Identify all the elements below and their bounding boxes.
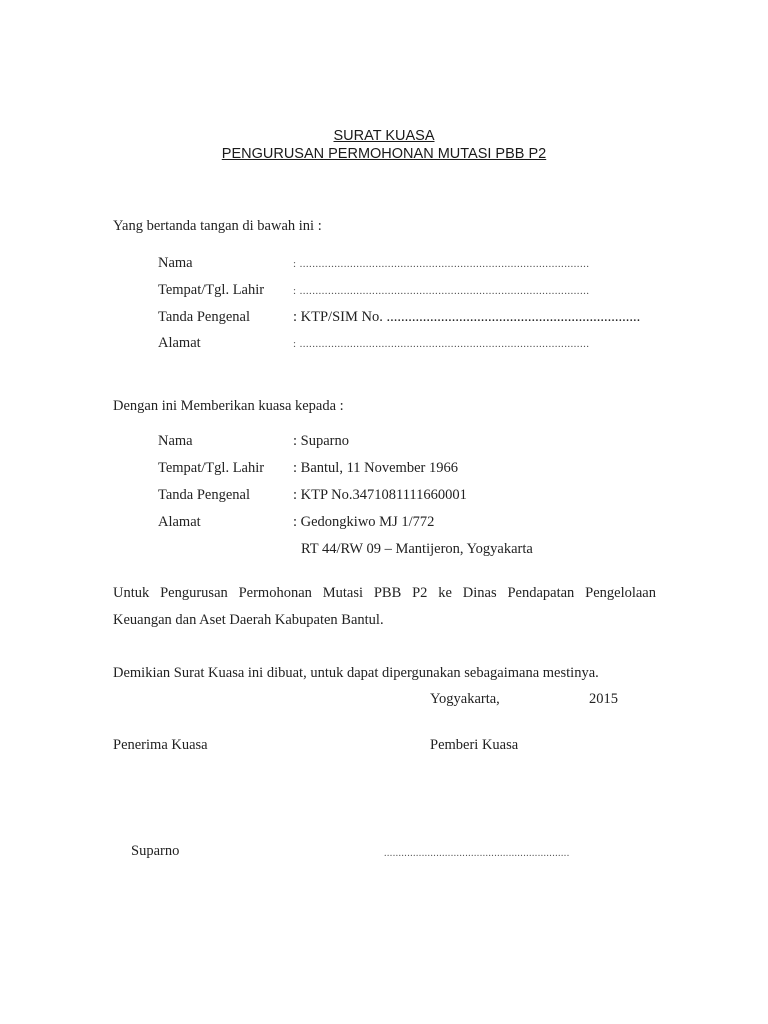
- grantor-intro: Yang bertanda tangan di bawah ini :: [113, 218, 322, 234]
- grantee-birth-label: Tempat/Tgl. Lahir: [158, 460, 265, 476]
- grantor-address-blank: : ............................................................................................: [293, 338, 590, 350]
- grantee-id-value: : KTP No.3471081111660001: [293, 487, 467, 503]
- grantee-address-label: Alamat: [158, 514, 201, 530]
- closing-statement: Demikian Surat Kuasa ini dibuat, untuk dapat dipergunakan sebagaimana mestinya.: [113, 665, 599, 681]
- grantor-id-label: Tanda Pengenal: [158, 309, 250, 325]
- grantee-id-label: Tanda Pengenal: [158, 487, 250, 503]
- grantee-birth-value: : Bantul, 11 November 1966: [293, 460, 458, 476]
- grantee-name-label: Nama: [158, 433, 193, 449]
- place-label: Yogyakarta,: [430, 691, 500, 707]
- year-label: 2015: [589, 691, 618, 707]
- grantor-birth-blank: : ............................................................................................: [293, 285, 590, 297]
- giver-label: Pemberi Kuasa: [430, 737, 519, 753]
- grantee-address-line2: RT 44/RW 09 – Mantijeron, Yogyakarta: [301, 541, 533, 557]
- grantor-name-label: Nama: [158, 255, 193, 271]
- document-subtitle: PENGURUSAN PERMOHONAN MUTASI PBB P2: [221, 146, 547, 162]
- receiver-name: Suparno: [131, 843, 180, 859]
- grantor-birth-label: Tempat/Tgl. Lahir: [158, 282, 265, 298]
- receiver-label: Penerima Kuasa: [113, 737, 208, 753]
- grantee-intro: Dengan ini Memberikan kuasa kepada :: [113, 398, 344, 414]
- giver-signature-blank: ................................................................: [384, 848, 570, 859]
- grantor-id-value: : KTP/SIM No. ......................................................................: [293, 309, 641, 325]
- grantor-name-blank: : ............................................................................................: [293, 258, 590, 270]
- grantor-id-blank: [293, 309, 640, 326]
- grantee-address-value: : Gedongkiwo MJ 1/772: [293, 514, 435, 530]
- grantor-address-label: Alamat: [158, 335, 201, 351]
- grantee-name-value: : Suparno: [293, 433, 349, 449]
- document-title: SURAT KUASA: [333, 128, 435, 144]
- purpose-line-2: Keuangan dan Aset Daerah Kabupaten Bantul.: [113, 612, 384, 628]
- purpose-line-1: Untuk Pengurusan Permohonan Mutasi PBB P2 ke Dinas Pendapatan Pengelolaan: [113, 585, 656, 601]
